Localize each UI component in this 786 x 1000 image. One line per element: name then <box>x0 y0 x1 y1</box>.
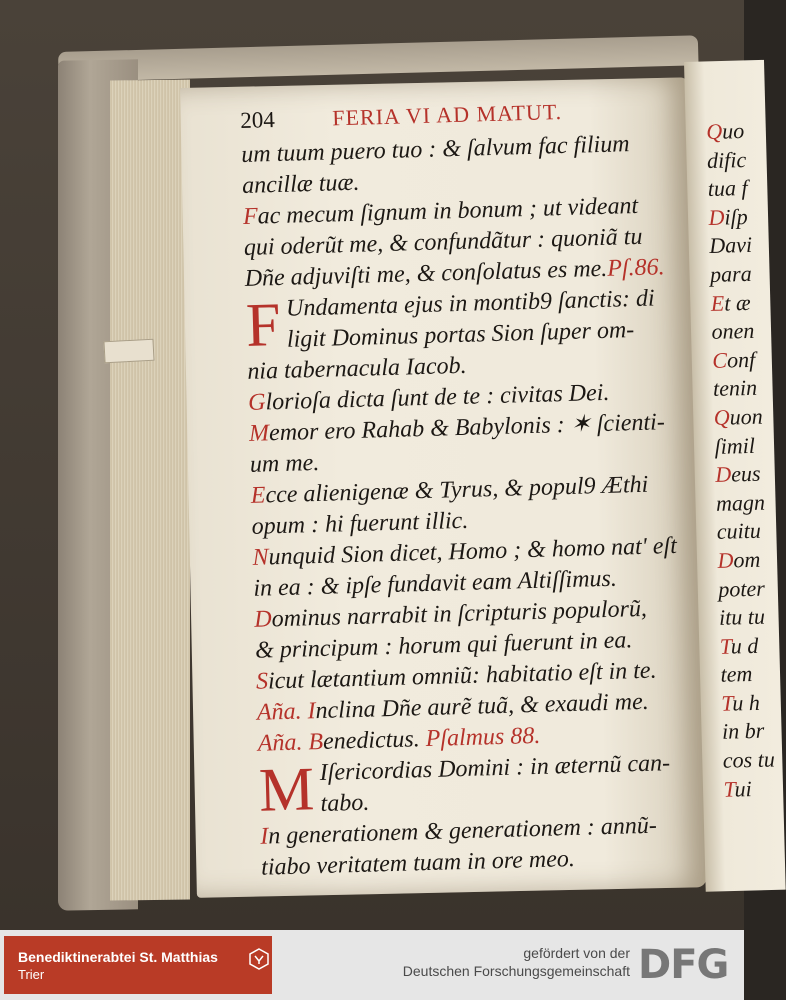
text-line <box>714 431 775 461</box>
antiphon-label: Aña. <box>256 698 302 726</box>
text-line <box>720 660 781 690</box>
abbey-logo-icon <box>248 948 270 970</box>
text-line <box>707 174 768 204</box>
line-text: tua f <box>707 175 748 202</box>
text-line <box>710 288 771 318</box>
line-text: ſimil <box>714 432 756 459</box>
text-line <box>716 488 777 518</box>
text-lines-group-2 <box>247 345 696 698</box>
institution-banner[interactable] <box>4 936 272 994</box>
funding-line-2: Deutschen Forschungsgemeinschaft <box>402 963 630 979</box>
text-lines-group-3 <box>260 809 702 883</box>
rubric-initial: N <box>252 544 269 571</box>
line-text: ui <box>734 775 753 802</box>
text-line: Iſericordias Domini : in æternũ can- <box>319 750 671 787</box>
rubric-initial: T <box>719 633 732 659</box>
rubric-initial: S <box>255 668 269 695</box>
text-line <box>719 602 780 632</box>
text-line <box>716 517 777 547</box>
line-text: emor ero Rahab & Babylonis : ✶ ſcienti- <box>268 409 666 447</box>
line-text: eus <box>730 460 761 487</box>
text-line: ligit Dominus portas Sion ſuper om- <box>286 317 635 353</box>
antiphon-text: enedictus. <box>322 726 421 755</box>
line-text: um me. <box>249 449 320 478</box>
line-text: u d <box>730 632 759 659</box>
line-text: um tuum puero tuo : & ſalvum fac filium <box>240 131 630 168</box>
large-initial-f: F <box>245 290 282 360</box>
rubric-initial: D <box>708 204 725 230</box>
left-page-text <box>240 96 701 884</box>
large-initial-m: M <box>258 755 316 825</box>
page-number: 204 <box>240 107 276 133</box>
line-text: u h <box>732 689 761 716</box>
rubric-initial: Q <box>706 118 723 144</box>
institution-name: Benediktinerabtei St. Matthias <box>18 949 218 965</box>
text-line: tabo. <box>320 789 370 818</box>
line-text: poter <box>718 575 766 602</box>
rubric-initial: E <box>250 482 266 509</box>
psalm-reference: Pſalmus 88. <box>425 722 541 753</box>
antiphon-text: nclina Dñe aurẽ tuã, & exaudi me. <box>315 688 650 725</box>
rubric-initial: C <box>712 347 728 373</box>
rubric-initial: T <box>723 776 735 802</box>
running-head: FERIA VI AD MATUT. <box>331 99 563 131</box>
page-block-edges <box>110 79 190 900</box>
line-text: uo <box>721 118 745 144</box>
bookmark-tab <box>103 339 154 364</box>
line-text: lorioſa dicta ſunt de te : civitas Dei. <box>265 379 610 416</box>
rubric-initial: T <box>720 690 733 716</box>
text-line <box>708 202 769 232</box>
rubric-initial: G <box>247 389 266 416</box>
footer-bar <box>0 930 744 1000</box>
psalm-reference: Pſ.86. <box>606 254 665 282</box>
funding-notice <box>403 944 630 980</box>
line-text: ominus narrabit in ſcripturis populorũ, <box>271 595 648 633</box>
line-text: n generationem & generationem : annũ- <box>267 812 658 850</box>
text-line <box>711 317 772 347</box>
text-line <box>722 717 783 747</box>
text-line <box>717 545 778 575</box>
text-line <box>710 259 771 289</box>
text-line <box>713 374 774 404</box>
line-text: tem <box>720 661 753 688</box>
text-line <box>712 345 773 375</box>
line-text: tenin <box>712 375 758 402</box>
line-text: magn <box>715 489 766 516</box>
line-text: cce alienigenæ & Tyrus, & popul9 Æthi <box>265 471 649 509</box>
line-text: ac mecum ſignum in bonum ; ut videant <box>257 192 639 230</box>
text-line <box>709 231 770 261</box>
text-lines-group-1 <box>241 128 685 295</box>
line-text: itu tu <box>718 603 766 630</box>
line-text: t æ <box>723 289 751 316</box>
text-line <box>722 745 783 775</box>
antiphon-label: Aña. <box>257 729 303 757</box>
book-top-edge <box>58 35 699 82</box>
line-text: cos tu <box>722 746 776 773</box>
dfg-logo[interactable]: DFG <box>638 942 729 988</box>
line-text: para <box>709 260 752 287</box>
line-text: dific <box>706 146 747 173</box>
line-text: opum : hi fuerunt illic. <box>251 507 469 540</box>
rubric-initial: F <box>242 203 259 230</box>
line-text: ancillæ tuæ. <box>241 169 360 199</box>
line-text: iſp <box>724 203 749 230</box>
text-line <box>718 574 779 604</box>
line-text: onf <box>726 346 756 373</box>
line-text: uon <box>729 403 764 430</box>
text-line <box>719 631 780 661</box>
text-line: Undamenta ejus in montib9 ſanctis: di <box>285 285 655 322</box>
funding-line-1: gefördert von der <box>523 945 630 961</box>
rubric-initial: Q <box>713 404 731 430</box>
line-text: in br <box>721 718 765 745</box>
antiphon-initial: B <box>308 728 324 756</box>
line-text: qui oderũt me, & confundãtur : quoniã tu <box>243 223 643 261</box>
line-text: Davi <box>709 232 753 259</box>
line-text: om <box>733 546 761 573</box>
text-line <box>713 402 774 432</box>
rubric-initial: D <box>253 606 272 633</box>
line-text: tiabo veritatem tuam in ore meo. <box>260 845 576 881</box>
line-text: cuitu <box>716 518 762 545</box>
line-text: Dñe adjuviſti me, & conſolatus es me. <box>244 255 608 292</box>
rubric-initial: E <box>710 290 725 316</box>
rubric-initial: D <box>717 547 734 573</box>
text-line <box>707 145 768 175</box>
line-text: nia tabernacula Iacob. <box>247 352 467 385</box>
text-line <box>723 774 784 804</box>
line-text: icut lætantium omniũ: habitatio eſt in te. <box>267 657 657 695</box>
antiphon-initial: I <box>307 698 316 725</box>
institution-city: Trier <box>18 967 45 982</box>
psalm-86-opening <box>245 283 687 360</box>
text-line <box>715 459 776 489</box>
rubric-initial: I <box>259 823 269 850</box>
line-text: in ea : & ipſe fundavit eam Altiſſimus. <box>253 565 618 602</box>
line-text: onen <box>711 317 755 345</box>
text-line <box>721 688 782 718</box>
line-text: unquid Sion dicet, Homo ; & homo nat' eſt <box>268 532 678 571</box>
text-line <box>706 116 767 146</box>
line-text: & principum : horum qui fuerunt in ea. <box>254 627 633 664</box>
rubric-initial: M <box>248 420 270 447</box>
rubric-initial: D <box>715 461 732 487</box>
